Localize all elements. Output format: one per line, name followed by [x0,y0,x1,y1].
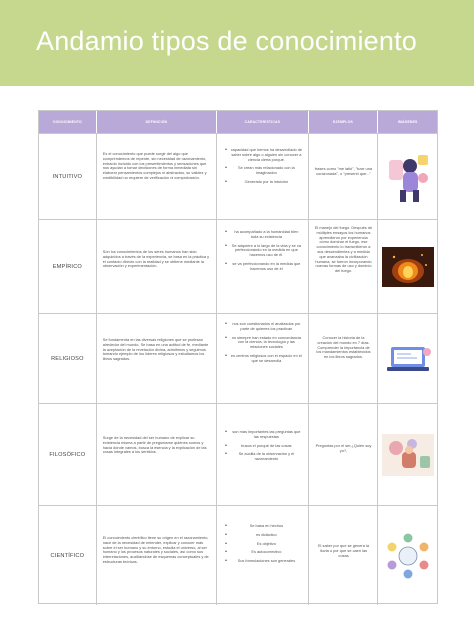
feature-item: • Se auxilia de la observación y el razonamiento [225,452,303,462]
feature-item: • Se basa en hechos [225,524,303,529]
feature-item: • Sus formulaciones son generales [225,559,303,564]
feature-item: • Generado por la intuición [225,180,303,185]
table-row [39,403,437,505]
features-list [225,230,303,276]
header-cell: DEFINICIÓN [97,111,217,133]
definition-text: Es el conocimiento que puede surgir del algo que comprendemos de repente, sin necesidad de razonamiento, extraído incluido con los presentimientos y sensaciones que nos ayudan a tomar decisiones de forma inmediata sin elaborar pensamientos complejos ni abstractos, su validez y credibilidad no requiere de verificación ni comprobación. [102,151,207,180]
example-text: Preguntas por el ser,¿Quién soy yo?, [315,443,372,453]
feature-item: • no siempre han estado en concordancia con la ciencia, la tecnología y las relaciones sociales [225,336,303,350]
features-list [225,148,303,189]
example-text: El manejo del fuego. Después de múltiples ensayos los humanos aprendieron por experiencia cómo dominar el fuego, ese conocimiento lo transmitieron a sus descendientes y a medida que avanzaba la civilización humana, se fueron incorporando nuevas formas de uso y dominio del fuego. [314,225,373,274]
feature-item: • ha acompañado a la humanidad bien toda su existencia [225,230,303,240]
table-row [39,219,437,313]
person-thinking-illustration [383,150,433,204]
header-cell: CONOCIMIENTO [39,111,97,133]
table-row [39,313,437,403]
feature-item: • nos son cuestionados ni analizados por parte de quienes los practican [225,322,303,332]
definition-text: Son los conocimientos de los seres humanos han sido adquiridos a través de la experiencia, se basa en la práctica y el contacto directo con la realidad y se obtiene mediante la observación y experimentación. [102,249,210,269]
header-cell: IMÁGENES [397,120,418,124]
definition-text: El conocimiento científico tiene su origen en el razonamiento, nace de la necesidad de entender, explicar y conocer más sobre el ser humano y su entorno, estudia el universo, al ser humano y los procesos naturales y sociales, así como sus interrelaciones, auxiliándose de esquemas conceptuales y de estructuras teóricas. [102,535,209,564]
feature-item: • busca el porqué de las cosas [225,444,303,449]
knowledge-table [38,110,438,604]
header-cell: CARACTERÍSTICAS [217,111,309,133]
knowledge-name: CIENTÍFICO [50,552,85,559]
table-row [39,505,437,605]
feature-item: • es centros religiosos con el espacio en el que se desarrolla [225,354,303,364]
page-title: Andamio tipos de conocimiento [36,26,418,56]
feature-item: • Se adquiere a lo largo de la vida y se va perfeccionando en la medida en que hacemos uso de él. [225,244,303,258]
definition-text: Surge de la necesidad del ser humano de explicar su existencia misma a partir de preguntarse quiénes somos y hacia dónde vamos, busca la esencia y la explicación de las cosas integrales a los sentidos. [102,435,207,455]
feature-item: • es didáctico [225,533,303,538]
fire-photo [382,247,434,287]
example-text: Conocer la historia de la creación del mundo en 7 días. Comprender la importancia de los mandamientos establecidos en los libros sagrados. [316,335,371,360]
table-header [39,111,437,133]
features-list [225,430,303,466]
header-cell: EJEMPLOS [309,111,379,133]
features-list [225,524,303,568]
feature-item: • son más importantes las preguntas que las respuestas [225,430,303,440]
feature-item: • Es objetivo [225,542,303,547]
feature-item: • capacidad que hemos ha desarrollado de saber sobre algo o alguien sin conocer a ciencia cierta porqué. [225,148,303,162]
features-list [225,322,303,368]
feature-item: • Es autocorrectivo [225,550,303,555]
table-row [39,133,437,219]
knowledge-name: RELIGIOSO [51,355,84,362]
knowledge-name: FILOSÓFICO [49,451,86,458]
example-text: frases como "me latió", "tuve una corazonada", o "presentí que..." [314,166,373,176]
knowledge-name: INTUITIVO [52,173,83,180]
feature-item: • Se crean más relacionado con la imaginación [225,166,303,176]
study-illustration [383,343,433,375]
title-banner [0,0,474,86]
knowledge-name: EMPÍRICO [52,263,82,270]
scientific-method-diagram [383,531,433,581]
definition-text: Se fundamenta en las diversas religiones que se profesan alrededor del mundo. Se basa en una actitud de fe, mediante la aceptación de la revelación divina, admitimos y seguimos tomando ejemplo de los líderes religiosos y estudiamos los libros sagrados. [102,337,209,362]
example-text: El saber por que se genera la lluvia o por que se caen las cosas [317,543,369,558]
philosophy-illustration [382,434,434,476]
feature-item: • se va perfeccionando en la medida que hacemos uso de él [225,262,303,272]
